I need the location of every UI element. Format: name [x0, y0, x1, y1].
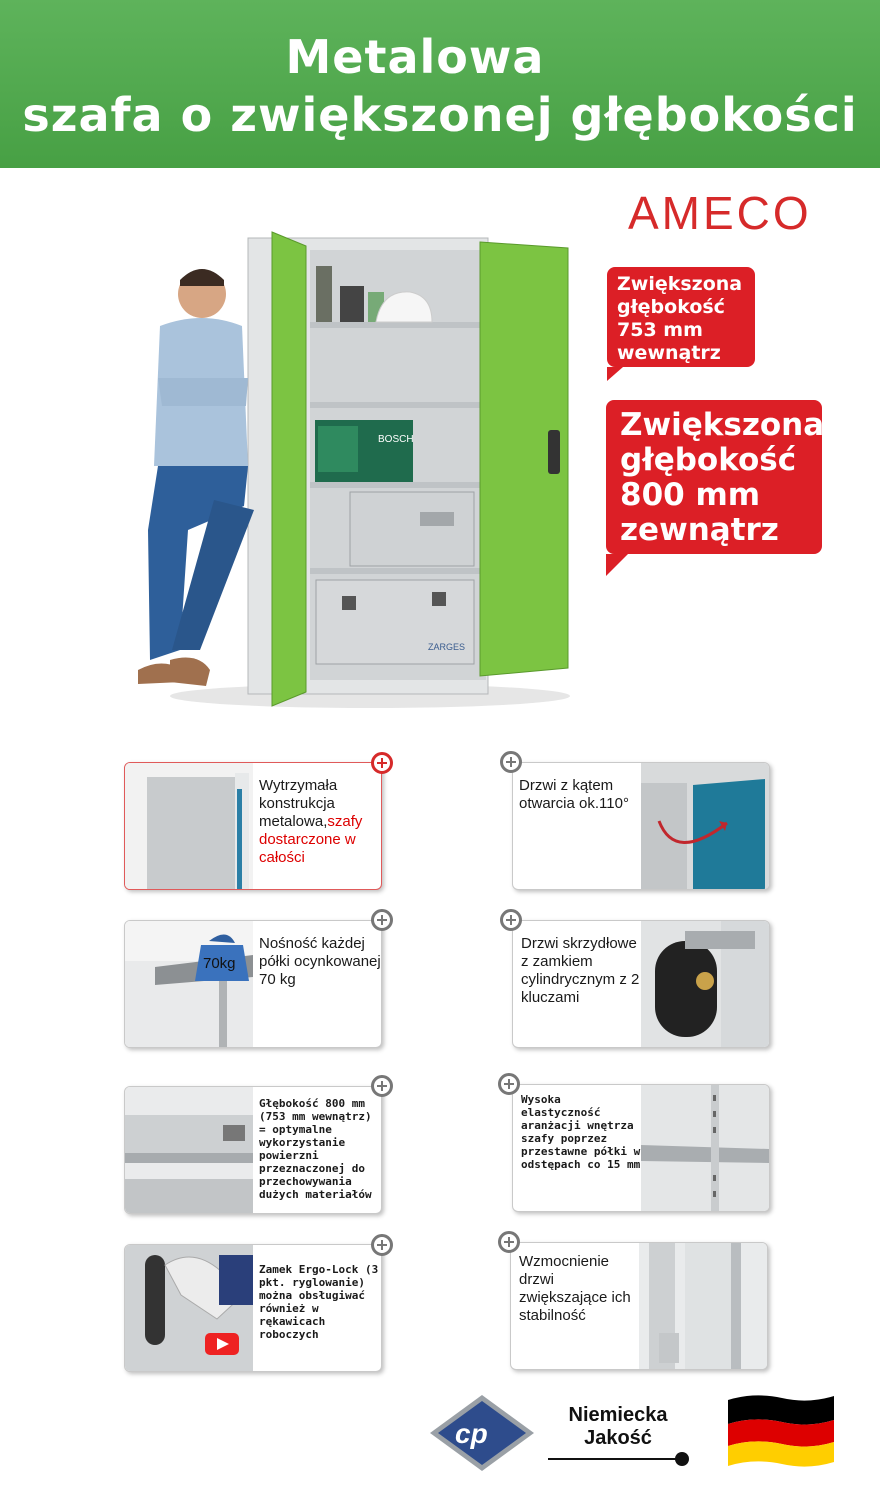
feature-card-door-lock [512, 920, 770, 1048]
quality-dot [675, 1452, 689, 1466]
plus-icon [371, 909, 393, 931]
brand-logo: AMECO [628, 187, 812, 239]
tag-outer-tail [606, 554, 628, 576]
feature-card-depth [124, 1086, 382, 1214]
feature-card-ergo-lock [124, 1244, 382, 1372]
plus-icon [498, 1231, 520, 1253]
quality-line-2: Jakość [584, 1427, 652, 1449]
tag-inner-tail [607, 367, 623, 381]
title-line-1: Metalowa [285, 30, 545, 84]
shelf-rail-thumb [641, 1085, 769, 1212]
tag-outer-line-2: głębokość [620, 442, 797, 478]
header-banner [0, 0, 880, 168]
tag-inner-line-1: Zwiększona [617, 273, 743, 295]
tag-outer-line-4: zewnątrz [620, 512, 779, 548]
feature-card-shelf-load [124, 920, 382, 1048]
feature-text-construction-b: szafy dostarczone w całości [259, 813, 363, 866]
german-quality-label [548, 1404, 688, 1450]
cp-logo-text: cp [455, 1418, 488, 1449]
plus-icon [371, 1075, 393, 1097]
bosch-label: BOSCH [378, 434, 414, 445]
door-profile-thumb [639, 1243, 767, 1370]
feature-card-adjustable-shelves [512, 1084, 770, 1212]
feature-card-door-angle [512, 762, 770, 890]
feature-text-door-lock: Drzwi skrzydłowe z zamkiem cylindrycznym z 2 kluczami [521, 935, 640, 1006]
zarges-label: ZARGES [428, 642, 466, 652]
feature-text-construction [259, 777, 382, 867]
plus-icon [500, 751, 522, 773]
weight-icon-label: 70kg [203, 955, 236, 972]
tag-outer-line-1: Zwiększona [620, 407, 825, 443]
tag-inner-line-4: wewnątrz [617, 342, 721, 364]
plus-icon [498, 1073, 520, 1095]
aluminium-case-thumb [125, 1087, 253, 1214]
cp-logo [430, 1393, 534, 1473]
feature-card-door-reinforcement [510, 1242, 768, 1370]
title-line-2: szafa o zwiększonej głębokości [22, 88, 858, 142]
left-door [272, 232, 306, 706]
plus-icon [371, 1234, 393, 1256]
german-flag-icon [726, 1392, 836, 1468]
hero-cabinet-scene [110, 230, 590, 720]
cabinet-panel-thumb [125, 763, 253, 890]
shelf-weight-thumb [125, 921, 253, 1048]
feature-text-door-angle: Drzwi z kątem otwarcia ok.110° [519, 777, 629, 812]
tag-inner-depth [607, 267, 755, 367]
plus-icon [500, 909, 522, 931]
quality-line-1: Niemiecka [568, 1404, 668, 1426]
feature-text-construction-a: Wytrzymała konstrukcja metalowa, [259, 777, 338, 830]
tag-inner-line-3: 753 mm [617, 319, 703, 341]
feature-text-depth: Głębokość 800 mm (753 mm wewnątrz) = optymalne wykorzystanie powierzni przeznaczonej do przechowywania dużych materiałów [259, 1097, 372, 1201]
lock-key-thumb [641, 921, 769, 1048]
feature-text-ergo-lock: Zamek Ergo-Lock (3 pkt. ryglowanie) można obsługiwać również w rękawicach roboczych [259, 1263, 379, 1341]
feature-text-shelf-load: Nośność każdej półki ocynkowanej 70 kg [259, 935, 381, 988]
tag-inner-line-2: głębokość [617, 296, 725, 318]
ergo-lock-thumb [125, 1245, 253, 1372]
tag-outer-line-3: 800 mm [620, 477, 761, 513]
tag-outer-depth [606, 400, 825, 554]
feature-text-door-reinforcement: Wzmocnienie drzwi zwiększające ich stabilność [519, 1253, 631, 1324]
feature-text-adjustable-shelves: Wysoka elastyczność aranżacji wnętrza szafy poprzez przestawne półki w odstępach co 15 mm [521, 1093, 641, 1171]
quality-underline [548, 1458, 682, 1460]
man-illustration [138, 269, 254, 686]
plus-icon [371, 752, 393, 774]
door-angle-thumb [641, 763, 769, 890]
feature-card-construction [124, 762, 382, 890]
